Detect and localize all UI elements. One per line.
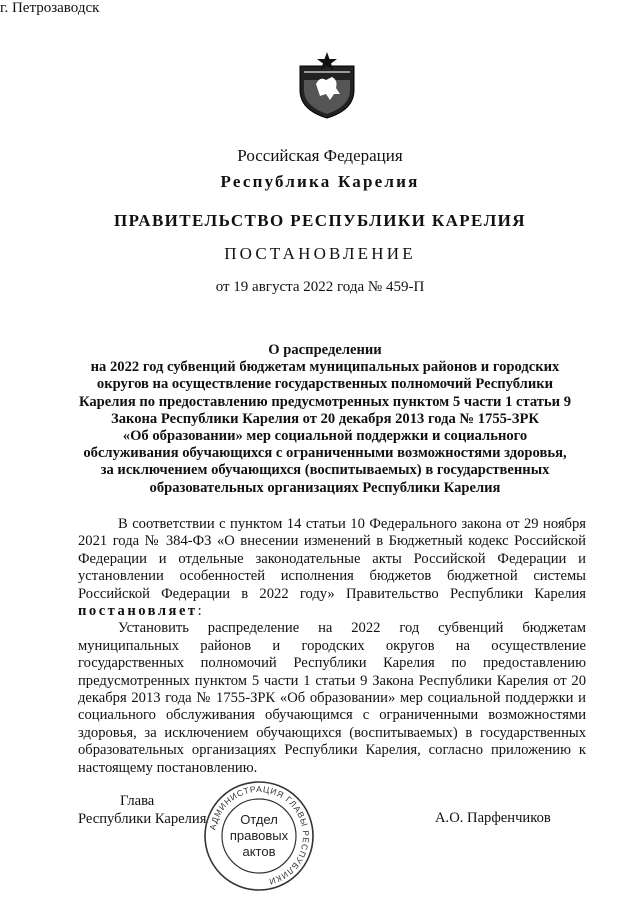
signatory-title-line: Глава: [120, 793, 155, 809]
country-name: Российская Федерация: [237, 146, 403, 165]
stamp-line: актов: [242, 844, 276, 859]
title-line: на 2022 год субвенций бюджетам муниципальных районов и городских: [90, 359, 560, 376]
title-line: Закона Республики Карелия от 20 декабря 2013 года № 1755-ЗРК: [111, 410, 539, 427]
body-text: В соответствии с пунктом 14 статьи 10 Федерального закона от 29 ноября 2021 года № 384-ФЗ «О внесении изменений в Бюджетный кодекс Российской Федерации и отдельные законодательные акты Российской Федерации и установлении особенностей исполнения бюджетов бюджетной системы Российской Федерации в 2022 году» Правительство Республики Карелия: [78, 516, 586, 602]
title-line: за исключением обучающихся (воспитываемых) в государственных: [100, 462, 550, 479]
signatory-title-line: Республики Карелия: [78, 811, 207, 827]
stamp-line: Отдел: [240, 812, 278, 827]
stamp-ring-text: АДМИНИСТРАЦИЯ ГЛАВЫ РЕСПУБЛИКИ: [207, 783, 312, 887]
body-text: :: [197, 603, 202, 620]
signatory-name: А.О. Парфенчиков: [435, 810, 551, 826]
stamp-seal: [203, 780, 315, 892]
title-line: О распределении: [268, 342, 382, 358]
stamp-line: правовых: [229, 828, 289, 843]
document-city: г. Петрозаводск: [0, 0, 100, 16]
republic-name: Республика Карелия: [220, 172, 420, 191]
document-title: [70, 342, 580, 497]
government-title: ПРАВИТЕЛЬСТВО РЕСПУБЛИКИ КАРЕЛИЯ: [114, 211, 526, 230]
title-line: обслуживания обучающихся с ограниченными возможностями здоровья,: [83, 445, 567, 462]
title-line: образовательных организациях Республики Карелия: [149, 479, 501, 496]
body-paragraph: Установить распределение на 2022 год субвенций бюджетам муниципальных районов и городских округов на осуществление государственных полномочий Республики Карелия по предоставлению предусмотренных пунктом 5 части 1 статьи 9 Закона Республики Карелия от 20 декабря 2013 года № 1755-ЗРК «Об образовании» мер социальной поддержки и социального обслуживания обучающимся с ограниченными возможностями здоровья, за исключением обучающихся (воспитываемых) в государственных образовательных организациях Республики Карелия, согласно приложению к настоящему постановлению.: [78, 620, 586, 776]
title-line: округов на осуществление государственных полномочий Республики: [96, 376, 554, 393]
signatory-title: [78, 792, 206, 828]
document-date-number: от 19 августа 2022 года № 459-П: [215, 279, 425, 295]
title-line: Карелия по предоставлению предусмотренных пунктом 5 части 1 статьи 9: [78, 393, 572, 410]
coat-of-arms-icon: [296, 50, 358, 120]
body-paragraph: [78, 516, 586, 620]
resolution-keyword: постановляет: [78, 603, 198, 620]
document-type: ПОСТАНОВЛЕНИЕ: [224, 244, 416, 263]
document-body: [78, 516, 586, 777]
title-line: «Об образовании» мер социальной поддержки и социального: [122, 428, 528, 445]
